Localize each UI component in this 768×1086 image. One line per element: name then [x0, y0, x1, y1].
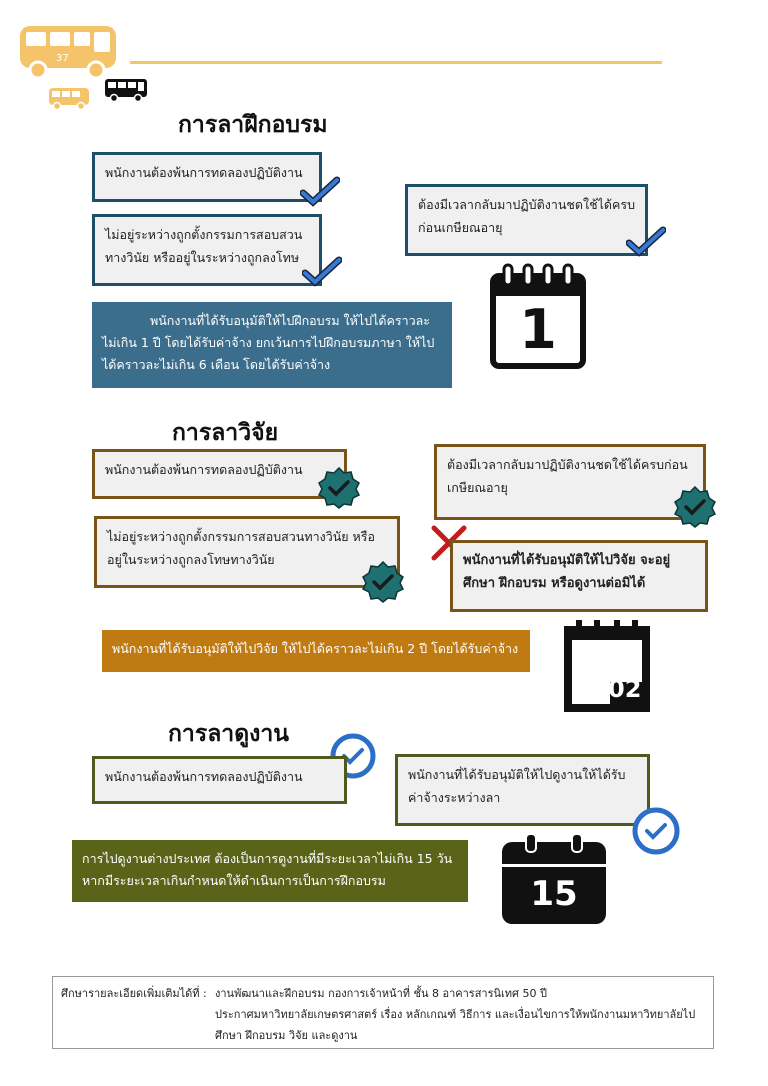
checkmark-icon [302, 256, 342, 288]
checkmark-icon [626, 226, 666, 258]
research-service-line1: ต้องมีเวลากลับมาปฏิบัติงานชดใช้ได้ครบก่อน [447, 457, 688, 472]
research-restriction-line2: ศึกษา ฝึกอบรม หรือดูงานต่อมิได้ [463, 576, 646, 591]
research-service-box [434, 444, 706, 520]
study-visit-probation-box [92, 756, 347, 804]
study-visit-duration-banner [72, 840, 468, 902]
footer-line1: งานพัฒนาและฝึกอบรม กองการเจ้าหน้าที่ ชั้น 8 อาคารสารนิเทศ 50 ปี [215, 987, 547, 1000]
calendar-icon [562, 620, 652, 714]
research-restriction-box [450, 540, 708, 612]
footer-line2: ประกาศมหาวิทยาลัยเกษตรศาสตร์ เรื่อง หลักเกณฑ์ วิธีการ และเงื่อนไขการให้พนักงานมหาวิทยาลัยไป [215, 1008, 696, 1021]
study-visit-probation-text: พนักงานต้องพ้นการทดลองปฏิบัติงาน [105, 769, 303, 784]
research-discipline-box [94, 516, 400, 588]
training-banner-line1: พนักงานที่ได้รับอนุมัติให้ไปฝึกอบรม ให้ไปได้คราวละ [150, 313, 431, 328]
calendar-icon [500, 834, 608, 926]
training-service-box [405, 184, 648, 256]
study-visit-heading: การลาดูงาน [168, 721, 290, 747]
research-probation-text: พนักงานต้องพ้นการทดลองปฏิบัติงาน [105, 462, 303, 477]
training-banner-line3: ได้คราวละไม่เกิน 6 เดือน โดยได้รับค่าจ้าง [102, 357, 331, 372]
badge-check-icon [318, 467, 360, 509]
research-restriction-line1: พนักงานที่ได้รับอนุมัติให้ไปวิจัย จะอยู่ [463, 553, 671, 568]
training-discipline-box [92, 214, 322, 286]
research-duration-banner [102, 630, 530, 672]
study-visit-wage-line2: ค่าจ้างระหว่างลา [408, 790, 501, 805]
training-discipline-line2: ทางวินัย หรืออยู่ในระหว่างถูกลงโทษ [105, 250, 300, 265]
training-probation-box [92, 152, 322, 202]
research-probation-box [92, 449, 347, 499]
research-discipline-line1: ไม่อยู่ระหว่างถูกตั้งกรรมการสอบสวนทางวินัย หรือ [107, 529, 376, 544]
badge-check-icon [674, 486, 716, 528]
training-service-line2: ก่อนเกษียณอายุ [418, 220, 503, 235]
training-discipline-line1: ไม่อยู่ระหว่างถูกตั้งกรรมการสอบสวน [105, 227, 303, 242]
calendar-icon [490, 262, 586, 370]
training-heading: การลาฝึกอบรม [178, 112, 328, 138]
study-visit-banner-line2: หากมีระยะเวลาเกินกำหนดให้ดำเนินการเป็นการฝึกอบรม [82, 873, 386, 888]
calendar-number: 02 [608, 675, 642, 703]
footer-reference [52, 976, 714, 1049]
calendar-number: 15 [530, 874, 578, 914]
training-service-line1: ต้องมีเวลากลับมาปฏิบัติงานชดใช้ได้ครบ [418, 197, 636, 212]
black-bus-icon [104, 78, 148, 102]
footer-line3: ศึกษา ฝึกอบรม วิจัย และดูงาน [215, 1029, 358, 1042]
training-banner-line2: ไม่เกิน 1 ปี โดยได้รับค่าจ้าง ยกเว้นการไปฝึกอบรมภาษา ให้ไป [102, 335, 435, 350]
study-visit-wage-box [395, 754, 650, 826]
header-divider [130, 61, 662, 64]
training-duration-banner [92, 302, 452, 388]
footer-label: ศึกษารายละเอียดเพิ่มเติมได้ที่ : [61, 987, 207, 1000]
bus-number: 37 [56, 53, 69, 64]
research-discipline-line2: อยู่ในระหว่างถูกลงโทษทางวินัย [107, 552, 275, 567]
training-probation-text: พนักงานต้องพ้นการทดลองปฏิบัติงาน [105, 165, 303, 180]
large-bus-icon [18, 22, 118, 80]
calendar-number: 1 [519, 298, 557, 361]
checkmark-icon [300, 176, 340, 208]
research-heading: การลาวิจัย [172, 420, 279, 446]
small-bus-icon [48, 86, 90, 110]
badge-check-icon [362, 561, 404, 603]
research-banner-text: พนักงานที่ได้รับอนุมัติให้ไปวิจัย ให้ไปได้คราวละไม่เกิน 2 ปี โดยได้รับค่าจ้าง [112, 641, 519, 656]
study-visit-wage-line1: พนักงานที่ได้รับอนุมัติให้ไปดูงานให้ได้รับ [408, 767, 626, 782]
research-service-line2: เกษียณอายุ [447, 480, 508, 495]
study-visit-banner-line1: การไปดูงานต่างประเทศ ต้องเป็นการดูงานที่มีระยะเวลาไม่เกิน 15 วัน [82, 851, 453, 866]
circle-check-icon [631, 806, 681, 856]
